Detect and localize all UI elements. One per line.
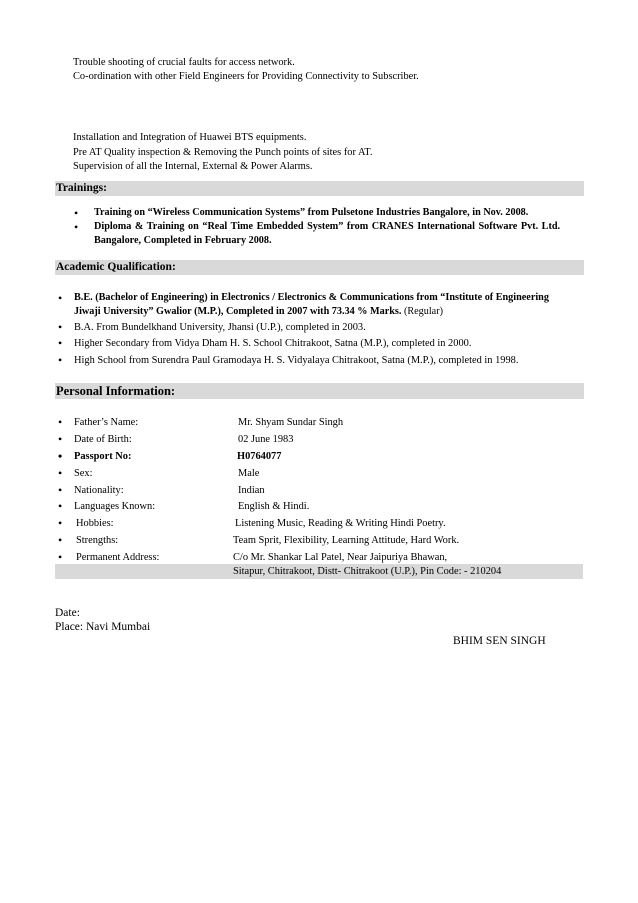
experience-item: Pre AT Quality inspection & Removing the Punch points of sites for AT. <box>73 147 373 158</box>
personal-value: Team Sprit, Flexibility, Learning Attitude, Hard Work. <box>233 535 460 546</box>
date-label: Date: <box>55 607 80 619</box>
signature-name: BHIM SEN SINGH <box>453 635 546 647</box>
personal-value: 02 June 1983 <box>238 434 294 445</box>
training-item: Training on “Wireless Communication Systems” from Pulsetone Industries Bangalore, in Nov. 2008. <box>94 207 529 218</box>
personal-label: Hobbies: <box>76 518 114 529</box>
place-label: Place: Navi Mumbai <box>55 621 151 633</box>
personal-label: Languages Known: <box>74 501 156 512</box>
personal-label: Sex: <box>74 468 93 479</box>
training-item-continuation: Bangalore, Completed in February 2008. <box>94 235 272 246</box>
academic-be-line2 <box>74 306 594 319</box>
personal-label: Passport No: <box>74 451 132 462</box>
bullet-icon: • <box>58 353 63 367</box>
address-bar <box>55 564 583 579</box>
personal-value: Indian <box>238 485 265 496</box>
experience-item: Installation and Integration of Huawei BTS equipments. <box>73 132 307 143</box>
personal-heading: Personal Information: <box>55 383 584 399</box>
personal-row <box>58 450 588 464</box>
personal-label: Strengths: <box>76 535 119 546</box>
personal-value: Listening Music, Reading & Writing Hindi Poetry. <box>235 518 446 529</box>
bullet-icon: • <box>58 449 63 463</box>
address-line2: Sitapur, Chitrakoot, Distt- Chitrakoot (U.P.), Pin Code: - 210204 <box>233 566 502 577</box>
personal-label: Nationality: <box>74 485 124 496</box>
bullet-icon: • <box>58 336 63 350</box>
bullet-icon: • <box>58 483 63 497</box>
personal-row <box>58 484 588 498</box>
academic-be-line1: B.E. (Bachelor of Engineering) in Electronics / Electronics & Communications from “Institute of Engineering <box>74 292 549 303</box>
personal-label: Father’s Name: <box>74 417 139 428</box>
bullet-icon: • <box>58 291 63 305</box>
personal-row <box>58 416 588 430</box>
bullet-icon: • <box>58 550 63 564</box>
bullet-icon: • <box>58 533 63 547</box>
academic-heading: Academic Qualification: <box>55 260 584 275</box>
bullet-icon: • <box>58 432 63 446</box>
training-item: Diploma & Training on “Real Time Embedded System” from CRANES International Software Pvt. Ltd. <box>94 221 561 232</box>
academic-be-marks: Jiwaji University” Gwalior (M.P.), Completed in 2007 with 73.34 % Marks. <box>74 306 402 317</box>
bullet-icon: • <box>58 516 63 530</box>
bullet-icon: • <box>58 499 63 513</box>
personal-row <box>58 467 588 481</box>
experience-item: Co-ordination with other Field Engineers for Providing Connectivity to Subscriber. <box>73 71 419 82</box>
personal-row <box>58 551 588 565</box>
experience-item: Supervision of all the Internal, External & Power Alarms. <box>73 161 313 172</box>
academic-be-regular: (Regular) <box>401 306 443 317</box>
bullet-icon: • <box>58 415 63 429</box>
personal-row <box>58 534 588 548</box>
personal-value: Mr. Shyam Sundar Singh <box>238 417 344 428</box>
trainings-heading: Trainings: <box>55 181 584 196</box>
personal-value: Male <box>238 468 260 479</box>
academic-school: High School from Surendra Paul Gramodaya H. S. Vidyalaya Chitrakoot, Satna (M.P.), completed in 1998. <box>74 355 519 366</box>
academic-hs: Higher Secondary from Vidya Dham H. S. School Chitrakoot, Satna (M.P.), completed in 2000. <box>74 338 472 349</box>
personal-value: C/o Mr. Shankar Lal Patel, Near Jaipuriya Bhawan, <box>233 552 448 563</box>
academic-ba: B.A. From Bundelkhand University, Jhansi (U.P.), completed in 2003. <box>74 322 366 333</box>
personal-label: Date of Birth: <box>74 434 132 445</box>
personal-row <box>58 517 588 531</box>
experience-item: Trouble shooting of crucial faults for access network. <box>73 57 295 68</box>
bullet-icon: • <box>74 206 79 220</box>
bullet-icon: • <box>58 466 63 480</box>
personal-value: English & Hindi. <box>238 501 310 512</box>
personal-value: H0764077 <box>237 451 282 462</box>
bullet-icon: • <box>58 320 63 334</box>
personal-label: Permanent Address: <box>76 552 160 563</box>
personal-row <box>58 433 588 447</box>
personal-row <box>58 500 588 514</box>
bullet-icon: • <box>74 220 79 234</box>
